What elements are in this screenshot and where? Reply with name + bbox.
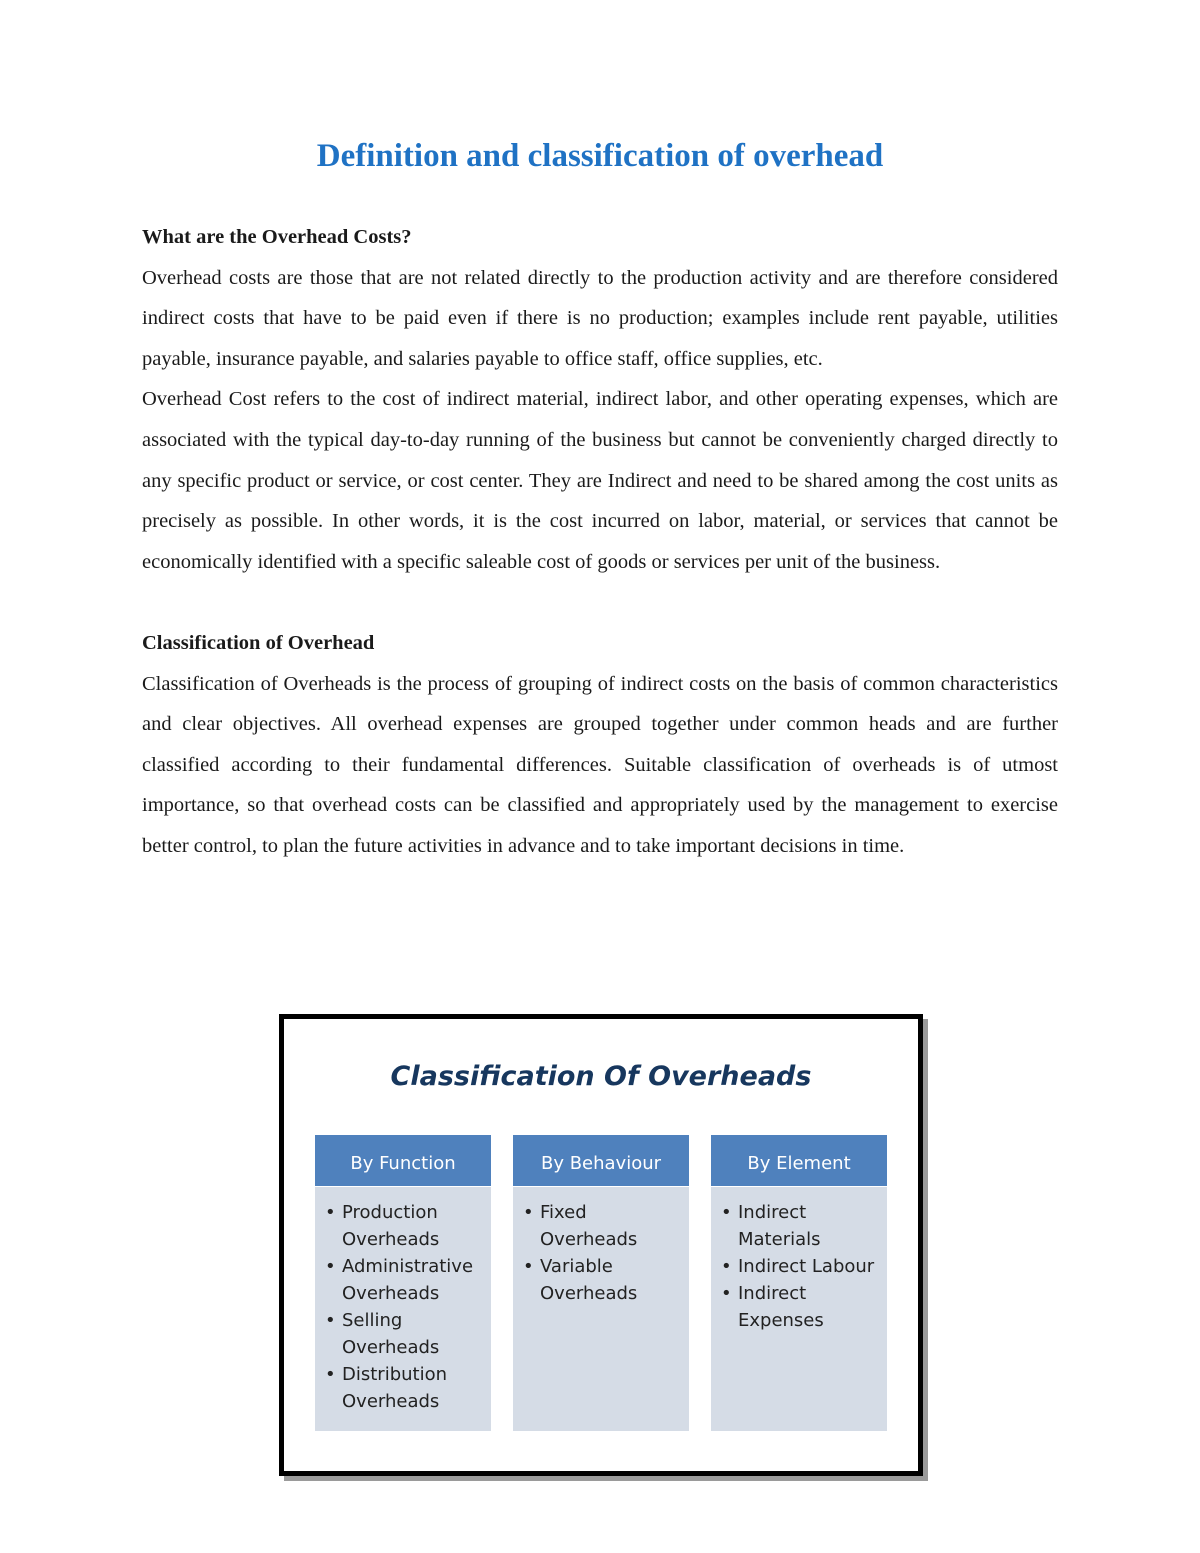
list-item: • Variable Overheads: [523, 1253, 678, 1307]
column-header: By Behaviour: [513, 1135, 689, 1187]
paragraph-overhead-definition: Overhead costs are those that are not related directly to the production activity and are therefore considered indirect costs that have to be paid even if there is no production; examples include rent payable, utilities payable, insurance payable, and salaries payable to office staff, office supplies, etc.: [142, 266, 1058, 370]
classification-diagram: [279, 1014, 923, 1476]
section-heading-classification: Classification of Overhead: [142, 631, 375, 654]
list-item: • Indirect Labour: [721, 1253, 876, 1280]
list-item: • Indirect Expenses: [721, 1280, 876, 1334]
section-heading-overhead-costs: What are the Overhead Costs?: [142, 226, 412, 248]
paragraph-overhead-cost-explanation: Overhead Cost refers to the cost of indirect material, indirect labor, and other operating expenses, which are associated with the typical day-to-day running of the business but cannot be conveniently charged directly to any specific product or service, or cost center. They are Indirect and need to be shared among the cost units as precisely as possible. In other words, it is the cost incurred on labor, material, or services that cannot be economically identified with a specific saleable cost of goods or services per unit of the business.: [142, 388, 1058, 573]
list-item: • Fixed Overheads: [523, 1199, 678, 1253]
column-list: [513, 1187, 689, 1307]
document-body: [142, 217, 1058, 867]
paragraph-classification: Classification of Overheads is the process of grouping of indirect costs on the basis of common characteristics and clear objectives. All overhead expenses are grouped together under common heads and are further classified according to their fundamental differences. Suitable classification of overheads is of utmost importance, so that overhead costs can be classified and appropriately used by the management to exercise better control, to plan the future activities in advance and to take important decisions in time.: [142, 672, 1058, 857]
list-item: • Administrative Overheads: [325, 1253, 480, 1307]
paragraph-spacer: [142, 582, 1058, 623]
column-header: By Function: [315, 1135, 491, 1187]
list-item: • Indirect Materials: [721, 1199, 876, 1253]
list-item: • Distribution Overheads: [325, 1361, 480, 1415]
list-item: • Selling Overheads: [325, 1307, 480, 1361]
list-item: • Production Overheads: [325, 1199, 480, 1253]
column-by-element: [711, 1135, 887, 1431]
diagram-title: Classification Of Overheads: [390, 1061, 812, 1092]
column-list: [315, 1187, 491, 1415]
column-list: [711, 1187, 887, 1334]
column-by-behaviour: [513, 1135, 689, 1431]
column-by-function: [315, 1135, 491, 1431]
column-header: By Element: [711, 1135, 887, 1187]
page-title: Definition and classification of overhead: [316, 138, 884, 174]
